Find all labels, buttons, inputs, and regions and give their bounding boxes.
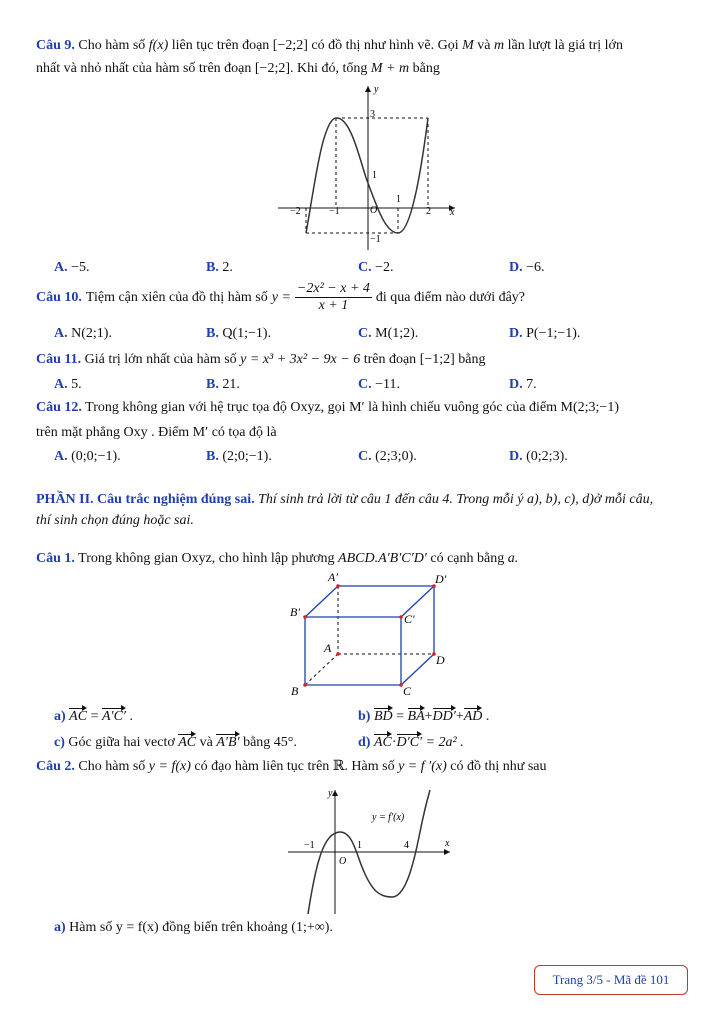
q9-fx: f(x) xyxy=(148,38,169,53)
q9-text3: lần lượt là giá trị lớn xyxy=(507,38,623,53)
cube-figure xyxy=(285,568,455,700)
q9-tick-1: 1 xyxy=(372,170,377,181)
point-Cp xyxy=(399,615,403,619)
q11-text2: trên đoạn xyxy=(363,352,417,367)
p2q2-x-label: x xyxy=(445,838,450,849)
part2-instr2: thí sinh chọn đúng hoặc sai. xyxy=(36,513,194,528)
q12-opt-c-value: (2;3;0). xyxy=(375,449,417,464)
q9-and: và xyxy=(477,38,491,53)
vec-ApCp: A′C′ xyxy=(102,706,126,725)
label-B: B xyxy=(291,684,299,698)
q10-opt-a-label: A. xyxy=(54,326,68,341)
q11-text3: bằng xyxy=(458,352,486,367)
q12-opt-a xyxy=(54,449,121,465)
edge-ApBp xyxy=(305,586,338,617)
q10-line1 xyxy=(36,281,525,314)
q9-text1: Cho hàm số xyxy=(78,38,146,53)
point-B xyxy=(303,683,307,687)
q12-line1 xyxy=(36,400,619,416)
q9-sum: M + m xyxy=(370,61,410,76)
q10-opt-d-value: P(−1;−1). xyxy=(526,326,581,341)
q9-opt-d xyxy=(509,260,545,276)
page-footer: Trang 3/5 - Mã đề 101 xyxy=(534,965,688,995)
q9-graph xyxy=(270,80,470,255)
q11-opt-d-value: 7. xyxy=(526,377,537,392)
p2q2-text2: có đạo hàm liên tục trên ℝ. Hàm số xyxy=(194,759,395,774)
q10-num: −2x² − x + 4 xyxy=(296,281,370,296)
q9-opt-b-value: 2. xyxy=(222,260,233,275)
q11-opt-b xyxy=(206,377,240,393)
p2q2-item-a xyxy=(54,920,333,936)
label-C: C xyxy=(403,684,412,698)
point-A xyxy=(336,652,340,656)
q12-opt-b-label: B. xyxy=(206,449,219,464)
p2q2-text1: Cho hàm số xyxy=(78,759,146,774)
q11-text1: Giá trị lớn nhất của hàm số xyxy=(84,352,237,367)
q10-opt-b-value: Q(1;−1). xyxy=(222,326,272,341)
p2q1-b-plus1: + xyxy=(424,709,433,724)
q10-text1: Tiệm cận xiên của đồ thị hàm số xyxy=(85,289,268,305)
vec-DpCp: D′C′ xyxy=(397,732,423,751)
q10-opt-c-value: M(1;2). xyxy=(375,326,419,341)
p2q2-label: Câu 2. xyxy=(36,759,75,774)
p2q2-fpx: y = f ′(x) xyxy=(398,759,447,774)
p2q2-text3: có đồ thị như sau xyxy=(450,759,547,774)
p2q2-curve-label: y = f′(x) xyxy=(372,812,405,823)
point-Ap xyxy=(336,584,340,588)
q9-opt-b xyxy=(206,260,233,276)
q11-opt-a xyxy=(54,377,82,393)
vec-BD: BD xyxy=(374,706,393,725)
vec-AC: AC xyxy=(69,706,87,725)
vec-AC-d: AC xyxy=(374,732,392,751)
q12-opt-d-value: (0;2;3). xyxy=(526,449,568,464)
edge-CD xyxy=(401,654,434,685)
p2q2-a-text: Hàm số y = f(x) đồng biến trên khoảng (1;+∞). xyxy=(69,920,333,935)
p2q1-b-end: . xyxy=(485,709,490,724)
q11-label: Câu 11. xyxy=(36,352,82,367)
q9-opt-a xyxy=(54,260,90,276)
vec-DDp: DD′ xyxy=(433,706,456,725)
q12-opt-c-label: C. xyxy=(358,449,372,464)
q9-tick-x2: 2 xyxy=(426,206,431,217)
vec-AC-c: AC xyxy=(178,732,196,751)
q10-opt-d xyxy=(509,326,580,342)
label-D: D xyxy=(436,653,445,667)
q11-opt-c-label: C. xyxy=(358,377,372,392)
q9-tick-ym1: −1 xyxy=(370,234,381,245)
q12-line1-text: Trong không gian với hệ trục tọa độ Oxyz, gọi M′ là hình chiếu vuông góc của điểm M(2;3;−1) xyxy=(85,400,619,415)
q11-opt-a-value: 5. xyxy=(71,377,82,392)
q9-line2-text: nhất và nhỏ nhất của hàm số trên đoạn [−2;2]. Khi đó, tổng xyxy=(36,61,368,76)
part2-line1 xyxy=(36,492,653,508)
p2q1-a-end: . xyxy=(129,709,133,724)
q9-opt-c xyxy=(358,260,394,276)
q9-opt-b-label: B. xyxy=(206,260,219,275)
q9-opt-a-value: −5. xyxy=(71,260,90,275)
p2q2-tick-1: 1 xyxy=(357,840,362,851)
p2q1-cube: ABCD.A′B′C′D′ xyxy=(338,551,427,566)
q10-opt-b-label: B. xyxy=(206,326,219,341)
p2q1-c-text2: bằng 45°. xyxy=(243,735,297,750)
p2q1-item-d xyxy=(358,732,464,751)
p2q1-b-label: b) xyxy=(358,709,371,724)
p2q2-y-label: y xyxy=(328,788,333,799)
q9-opt-d-label: D. xyxy=(509,260,523,275)
q9-M: M xyxy=(462,38,474,53)
p2q1-item-b xyxy=(358,706,489,725)
q11-opt-a-label: A. xyxy=(54,377,68,392)
p2q2-y-arrow xyxy=(332,790,338,796)
p2q2-tick-n1: −1 xyxy=(304,840,315,851)
q9-tick-x1: 1 xyxy=(396,194,401,205)
label-A: A xyxy=(324,641,332,655)
q12-opt-b xyxy=(206,449,272,465)
p2q1-label: Câu 1. xyxy=(36,551,75,566)
p2q2-a-label: a) xyxy=(54,920,66,935)
q9-y-label: y xyxy=(374,84,379,95)
q9-line2-end: bằng xyxy=(412,61,440,76)
q11-opt-b-label: B. xyxy=(206,377,219,392)
p2q1-item-a xyxy=(54,706,133,725)
q10-label: Câu 10. xyxy=(36,289,82,305)
q9-tick-3: 3 xyxy=(370,109,375,120)
p2q1-d-label: d) xyxy=(358,735,371,750)
q10-opt-d-label: D. xyxy=(509,326,523,341)
q11-func: y = x³ + 3x² − 9x − 6 xyxy=(240,352,361,367)
q12-opt-d-label: D. xyxy=(509,449,523,464)
p2q1-b-eq: = xyxy=(396,709,405,724)
vec-ApBp: A′B′ xyxy=(216,732,239,751)
p2q1-c-label: c) xyxy=(54,735,65,750)
p2q2-line1 xyxy=(36,758,547,775)
q11-opt-d-label: D. xyxy=(509,377,523,392)
q9-line2 xyxy=(36,61,440,77)
part2-title: PHẦN II. Câu trắc nghiệm đúng sai. xyxy=(36,492,255,507)
q12-line2-text: trên mặt phẳng Oxy . Điểm M′ có tọa độ là xyxy=(36,425,277,440)
q10-opt-b xyxy=(206,326,271,342)
vec-AD: AD xyxy=(464,706,483,725)
q12-opt-b-value: (2;0;−1). xyxy=(222,449,272,464)
q10-opt-c xyxy=(358,326,418,342)
q10-fraction xyxy=(295,281,372,314)
p2q2-x-arrow xyxy=(444,849,450,855)
q11-interval: [−1;2] xyxy=(419,352,455,367)
q9-opt-a-label: A. xyxy=(54,260,68,275)
q11-opt-b-value: 21. xyxy=(222,377,240,392)
q9-m: m xyxy=(494,38,505,53)
p2q2-origin: O xyxy=(339,856,347,867)
p2q2-fx: y = f(x) xyxy=(148,759,191,774)
q9-line1 xyxy=(36,38,623,54)
p2q2-tick-4: 4 xyxy=(404,840,409,851)
q9-tick-n2: −2 xyxy=(290,206,301,217)
label-Cp: C′ xyxy=(404,612,415,626)
p2q1-d-end: = 2a² . xyxy=(425,735,464,750)
q9-opt-d-value: −6. xyxy=(526,260,545,275)
edge-AB xyxy=(305,654,338,685)
q11-opt-d xyxy=(509,377,537,393)
q12-line2 xyxy=(36,425,277,441)
p2q1-a-label: a) xyxy=(54,709,66,724)
q9-text2: liên tục trên đoạn [−2;2] có đồ thị như hình vẽ. Gọi xyxy=(171,38,459,53)
p2q1-d-dot: · xyxy=(391,735,397,750)
q12-label: Câu 12. xyxy=(36,400,82,415)
q9-label: Câu 9. xyxy=(36,38,75,53)
q9-opt-c-label: C. xyxy=(358,260,372,275)
q10-den: x + 1 xyxy=(318,298,349,313)
label-Ap: A′ xyxy=(328,570,338,584)
q12-opt-a-value: (0;0;−1). xyxy=(71,449,121,464)
q10-text2: đi qua điểm nào dưới đây? xyxy=(375,289,526,305)
vec-BA: BA xyxy=(408,706,425,725)
q11-opt-c-value: −11. xyxy=(375,377,401,392)
label-Bp: B′ xyxy=(290,605,300,619)
p2q1-c-and: và xyxy=(199,735,213,750)
q10-opt-a xyxy=(54,326,112,342)
p2q1-b-plus2: + xyxy=(455,709,464,724)
p2q1-a-eq: = xyxy=(90,709,99,724)
q12-opt-a-label: A. xyxy=(54,449,68,464)
p2q1-line1 xyxy=(36,551,518,567)
q10-yeq: y = xyxy=(271,289,291,305)
label-Dp: D′ xyxy=(435,572,447,586)
p2q1-text2: có cạnh bằng xyxy=(430,551,505,566)
q10-opt-a-value: N(2;1). xyxy=(71,326,112,341)
q11-line1 xyxy=(36,352,486,368)
q12-opt-d xyxy=(509,449,568,465)
part2-instr1: Thí sinh trả lời từ câu 1 đến câu 4. Trong mỗi ý a), b), c), d)ở mỗi câu, xyxy=(258,492,654,507)
p2q1-a: a. xyxy=(507,551,519,566)
point-Bp xyxy=(303,615,307,619)
q12-opt-c xyxy=(358,449,417,465)
p2q1-c-text: Góc giữa hai vectơ xyxy=(68,735,175,750)
q9-curve xyxy=(306,118,428,233)
p2q1-text: Trong không gian Oxyz, cho hình lập phương xyxy=(78,551,335,566)
q10-opt-c-label: C. xyxy=(358,326,372,341)
p2q1-item-c xyxy=(54,732,297,751)
q9-opt-c-value: −2. xyxy=(375,260,394,275)
q9-tick-n1: −1 xyxy=(329,206,340,217)
q9-x-label: x xyxy=(450,207,455,218)
q9-origin: O xyxy=(370,205,378,216)
p2q2-graph xyxy=(280,782,460,917)
q9-y-arrow xyxy=(365,86,371,92)
q11-opt-c xyxy=(358,377,400,393)
